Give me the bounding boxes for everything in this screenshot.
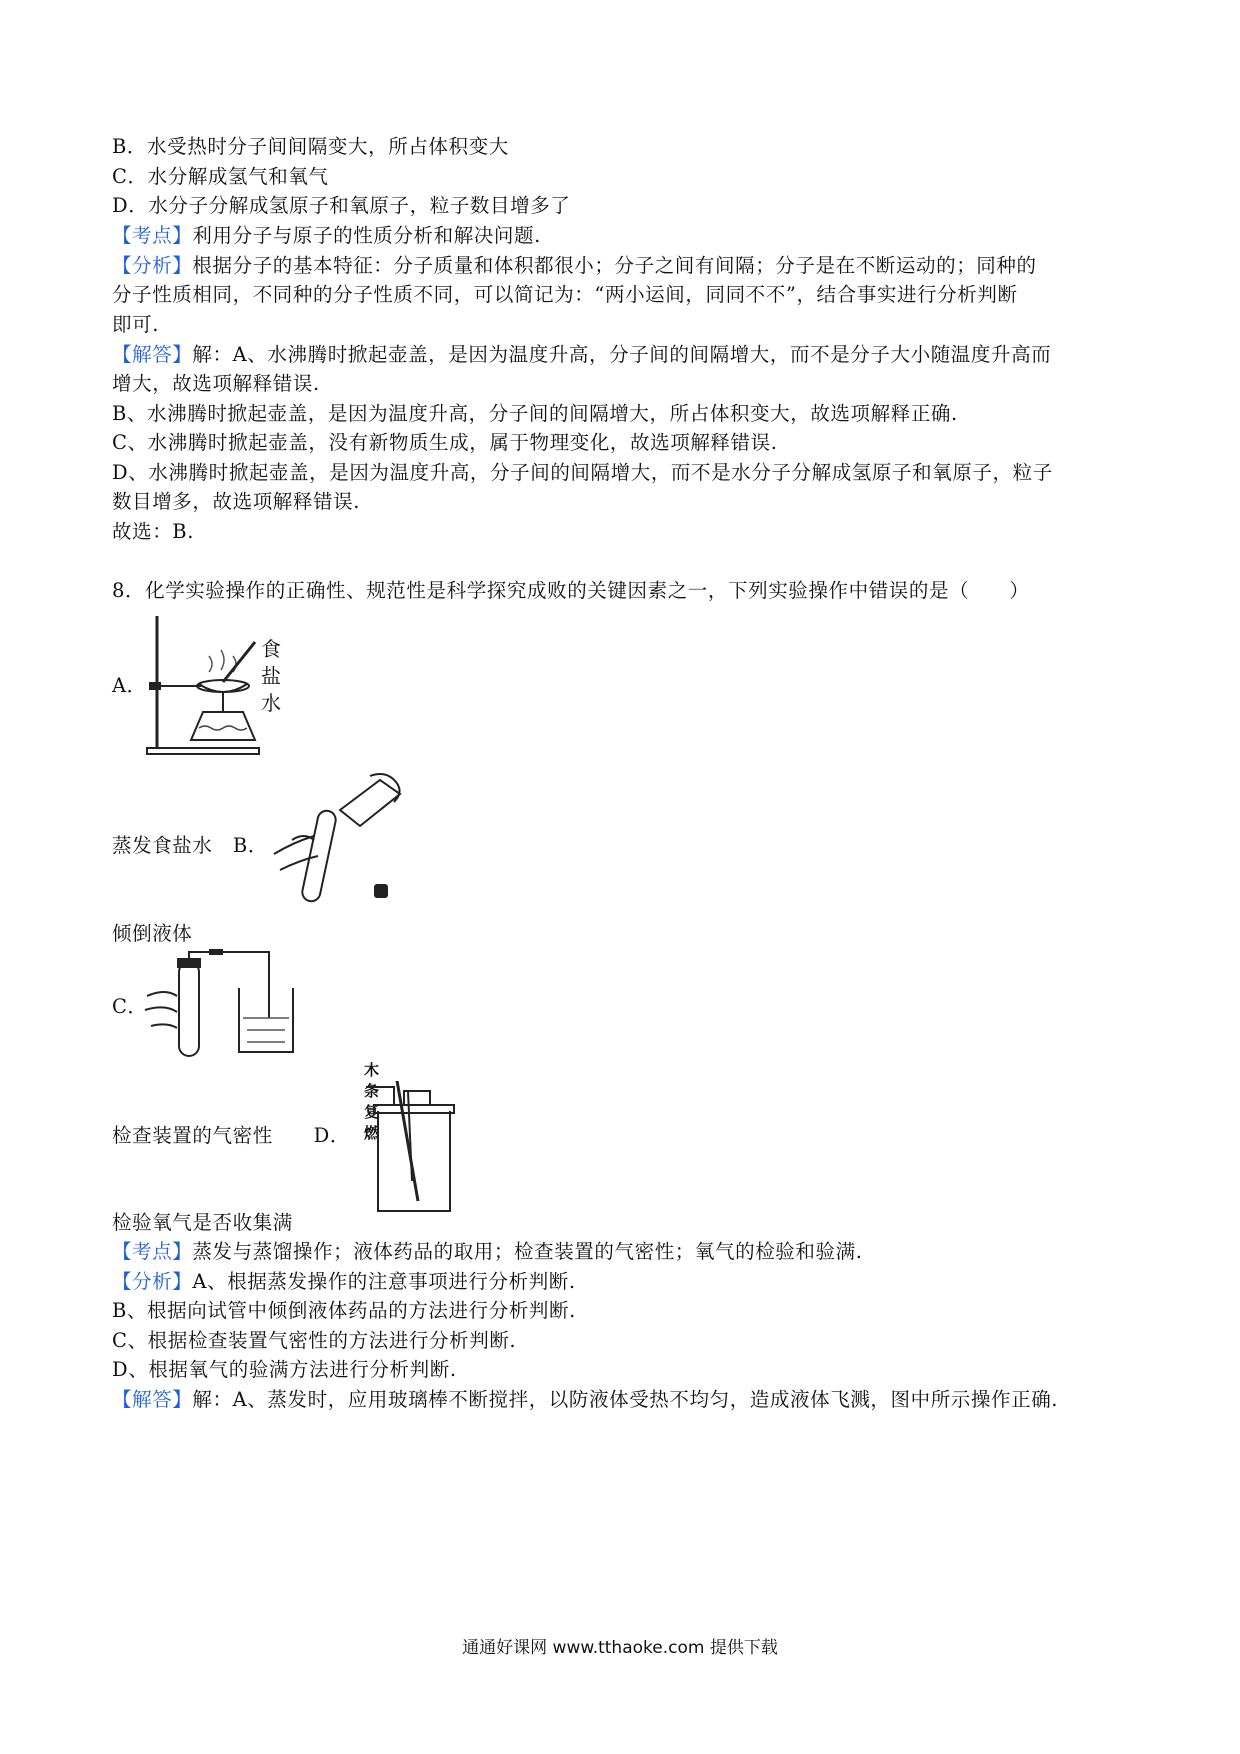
figure-label: 木条复燃	[364, 1061, 380, 1142]
jieda-tag: 【解答】	[112, 343, 193, 366]
fenxi-line: A、根据蒸发操作的注意事项进行分析判断.	[192, 1270, 576, 1293]
option-b-row	[112, 832, 268, 860]
option-b-text: B．水受热时分子间间隔变大，所占体积变大	[112, 135, 509, 158]
option-b-label: B．	[232, 834, 268, 857]
pouring-liquid-figure	[270, 770, 430, 910]
fenxi-line: 根据分子的基本特征：分子质量和体积都很小；分子之间有间隔；分子是在不断运动的；同种的	[192, 254, 1037, 277]
kaodian-row	[112, 222, 541, 250]
evaporation-figure	[143, 612, 293, 757]
jieda-line: B、水沸腾时掀起壶盖，是因为温度升高，分子间的间隔增大，所占体积变大，故选项解释正确.	[112, 402, 958, 425]
jieda-row	[112, 1386, 1058, 1414]
option-d-label: D．	[313, 1124, 350, 1147]
option-d-text: D．水分子分解成氢原子和氧原子，粒子数目增多了	[112, 194, 571, 217]
jieda-line: D、水沸腾时掀起壶盖，是因为温度升高，分子间的间隔增大，而不是水分子分解成氢原子和氧原子，粒子	[112, 461, 1053, 484]
jieda-line: 数目增多，故选项解释错误.	[112, 490, 360, 513]
option-a-label: A．	[112, 674, 147, 697]
jieda-line: 解：A、水沸腾时掀起壶盖，是因为温度升高，分子间的间隔增大，而不是分子大小随温度升高而	[192, 343, 1052, 366]
option-c-caption: 检查装置的气密性	[112, 1124, 273, 1147]
fenxi-tag: 【分析】	[112, 1270, 193, 1293]
kaodian-text: 蒸发与蒸馏操作；液体药品的取用；检查装置的气密性；氧气的检验和验满.	[192, 1240, 863, 1263]
fenxi-row	[112, 1268, 576, 1296]
kaodian-text: 利用分子与原子的性质分析和解决问题.	[192, 224, 541, 247]
fenxi-line: 即可.	[112, 313, 159, 336]
option-d-caption: 检验氧气是否收集满	[112, 1211, 293, 1234]
option-a-caption: 蒸发食盐水	[112, 834, 213, 857]
fenxi-tag: 【分析】	[112, 254, 193, 277]
kaodian-tag: 【考点】	[112, 224, 193, 247]
jieda-tag: 【解答】	[112, 1388, 193, 1411]
question-stem: 8．化学实验操作的正确性、规范性是科学探究成败的关键因素之一，下列实验操作中错误的是（ ）	[112, 579, 1030, 602]
option-b-caption: 倾倒液体	[112, 922, 193, 945]
jieda-line: 故选：B.	[112, 520, 195, 543]
airtight-check-figure	[143, 948, 303, 1058]
option-c-text: C．水分解成氢气和氧气	[112, 165, 329, 188]
figure-label-char: 食	[261, 637, 281, 661]
page-footer: 通通好课网 www.tthaoke.com 提供下载	[462, 1638, 778, 1658]
fenxi-line: D、根据氧气的验满方法进行分析判断.	[112, 1358, 457, 1381]
jieda-text: 解：A、蒸发时，应用玻璃棒不断搅拌，以防液体受热不均匀，造成液体飞溅，图中所示操作正确.	[192, 1388, 1059, 1411]
kaodian-tag: 【考点】	[112, 1240, 193, 1263]
jieda-line: 增大，故选项解释错误.	[112, 372, 320, 395]
fenxi-line: B、根据向试管中倾倒液体药品的方法进行分析判断.	[112, 1299, 576, 1322]
fenxi-line: 分子性质相同，不同种的分子性质不同，可以简记为：“两小运间，同同不不”，结合事实进行分析判断	[112, 283, 1018, 306]
jieda-line: C、水沸腾时掀起壶盖，没有新物质生成，属于物理变化，故选项解释错误.	[112, 431, 778, 454]
option-c-label: C．	[112, 995, 148, 1018]
fenxi-row	[112, 252, 1037, 280]
figure-label-char: 盐	[261, 664, 281, 688]
jieda-row	[112, 341, 1051, 369]
fenxi-line: C、根据检查装置气密性的方法进行分析判断.	[112, 1329, 517, 1352]
option-d-row	[112, 1122, 350, 1150]
figure-label-char: 水	[261, 691, 281, 715]
kaodian-row	[112, 1238, 863, 1266]
